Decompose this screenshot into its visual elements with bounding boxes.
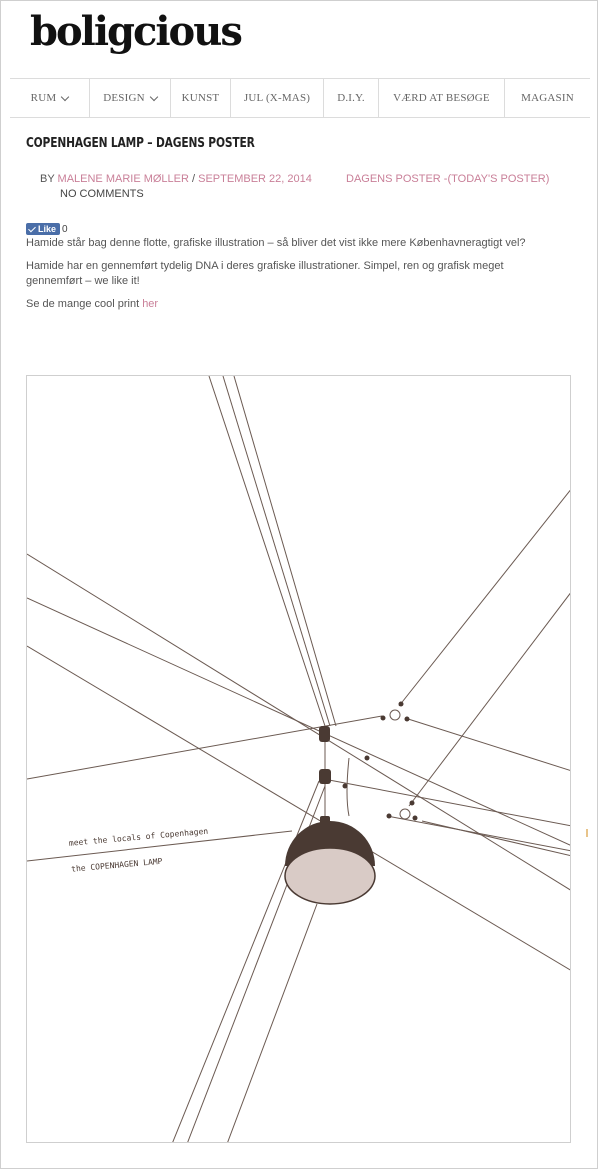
side-marker	[586, 829, 588, 837]
poster-line	[399, 488, 571, 706]
nav-item-label: KUNST	[181, 92, 220, 104]
lamp-shade	[285, 821, 375, 904]
poster-node	[410, 801, 415, 806]
like-label: Like	[38, 224, 57, 234]
poster-line	[27, 598, 571, 846]
prints-link[interactable]: her	[142, 298, 159, 310]
post-paragraph	[26, 297, 556, 312]
poster-caption-line1: meet the locals of Copenhagen	[68, 826, 209, 848]
meta-separator: /	[188, 173, 199, 185]
poster-node	[387, 814, 392, 819]
post-title: COPENHAGEN LAMP – DAGENS POSTER	[26, 136, 255, 151]
poster-line	[422, 821, 571, 856]
poster-node	[381, 716, 386, 721]
chevron-down-icon	[150, 92, 158, 100]
poster-ring	[390, 710, 400, 720]
link-prefix: Se de mange cool print	[26, 298, 143, 310]
poster-node	[365, 756, 370, 761]
nav-item-label: RUM	[30, 92, 57, 104]
category-link[interactable]: DAGENS POSTER -(TODAY'S POSTER)	[346, 173, 550, 185]
facebook-like-button[interactable]	[26, 223, 60, 235]
lamp-fitting	[319, 726, 330, 742]
nav-item-diy[interactable]	[323, 79, 378, 117]
nav-item-kunst[interactable]	[170, 79, 230, 117]
nav-item-label: JUL (X-MAS)	[243, 92, 311, 104]
nav-item-label: VÆRD AT BESØGE	[393, 92, 490, 104]
post-paragraph: Hamide har en gennemført tydelig DNA i deres grafiske illustrationer. Simpel, ren og grafisk meget gennemført – we like it!	[26, 260, 504, 287]
poster-nodes	[343, 702, 418, 821]
poster-line	[409, 591, 571, 806]
poster-curve	[347, 758, 349, 816]
poster-line	[223, 376, 330, 726]
poster-node	[413, 816, 418, 821]
poster-line	[234, 376, 336, 726]
poster-lines	[27, 376, 571, 1143]
facebook-like	[26, 222, 68, 236]
lamp-shade-inner	[285, 848, 375, 904]
lamp-fitting	[319, 769, 331, 784]
author-link[interactable]: MALENE MARIE MØLLER	[57, 173, 189, 185]
nav-item-design[interactable]	[89, 79, 170, 117]
main-nav	[10, 78, 590, 118]
poster-node	[343, 784, 348, 789]
post-body	[26, 236, 556, 320]
post-paragraph: Hamide står bag denne flotte, grafiske illustration – så bliver det vist ikke mere Københavneragtigt vel?	[26, 237, 526, 249]
check-icon	[28, 224, 36, 232]
post-meta	[40, 172, 580, 202]
poster-node	[405, 717, 410, 722]
nav-item-vaerd-at-besoge[interactable]	[378, 79, 504, 117]
poster-ring	[400, 809, 410, 819]
nav-item-label: MAGASIN	[521, 92, 574, 104]
poster-line	[209, 376, 325, 726]
site-logo[interactable]: boligcious	[30, 8, 241, 55]
poster-line	[329, 780, 571, 826]
nav-item-magasin[interactable]	[504, 79, 590, 117]
post-date-link[interactable]: SEPTEMBER 22, 2014	[198, 173, 312, 185]
nav-item-jul[interactable]	[230, 79, 323, 117]
by-prefix: BY	[40, 173, 58, 185]
nav-item-label: DESIGN	[103, 92, 145, 104]
chevron-down-icon	[61, 92, 69, 100]
poster-line	[227, 904, 317, 1143]
comments-link[interactable]: NO COMMENTS	[60, 188, 144, 200]
poster-illustration	[27, 376, 571, 1143]
poster-node	[399, 702, 404, 707]
poster-caption-line2: the COPENHAGEN LAMP	[70, 856, 163, 874]
poster-image[interactable]	[26, 375, 571, 1143]
poster-caption	[69, 827, 211, 874]
like-count: 0	[62, 223, 68, 235]
poster-line	[405, 718, 571, 771]
nav-item-rum[interactable]	[10, 79, 89, 117]
nav-item-label: D.I.Y.	[337, 92, 365, 104]
